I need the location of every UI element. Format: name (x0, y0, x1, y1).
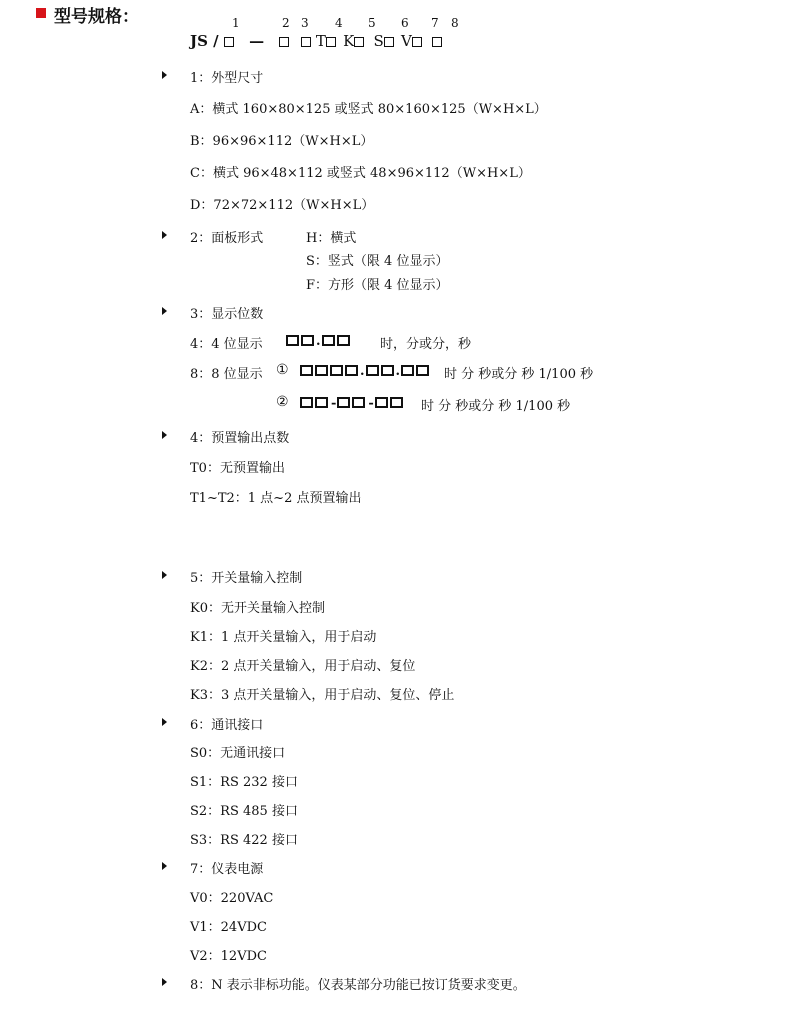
bullet-arrow-icon (162, 862, 167, 870)
model-code (190, 32, 442, 50)
separator-dot: . (360, 364, 365, 379)
bullet-arrow-icon (162, 978, 167, 986)
digit-box (337, 335, 350, 346)
placeholder-box (412, 37, 422, 47)
separator-dot: . (316, 334, 321, 349)
separator-dash: - (368, 396, 374, 411)
digit-label: 7 (431, 16, 439, 30)
power-option-v1: V1：24VDC (190, 920, 267, 935)
panel-option-h: H：横式 (306, 231, 357, 246)
power-option-v2: V2：12VDC (190, 949, 267, 964)
comm-option-s2: S2：RS 485 接口 (190, 804, 298, 819)
panel-option-s: S：竖式（限 4 位显示） (306, 254, 449, 269)
section-8-title: 8：N 表示非标功能。仪表某部分功能已按订货要求变更。 (190, 978, 526, 993)
display-pattern-4 (286, 334, 352, 349)
model-letter-s: S (373, 32, 384, 50)
digit-box (300, 397, 313, 408)
digit-box (337, 397, 350, 408)
section-6-title: 6：通讯接口 (190, 718, 264, 733)
placeholder-box (384, 37, 394, 47)
model-separator: — (249, 32, 265, 50)
digit-box (345, 365, 358, 376)
section-5-title: 5：开关量输入控制 (190, 571, 303, 586)
input-option-k1: K1：1 点开关量输入，用于启动 (190, 630, 377, 645)
digit-box (381, 365, 394, 376)
digit-label: 3 (301, 16, 309, 30)
digit-box (315, 397, 328, 408)
comm-option-s0: S0：无通讯接口 (190, 746, 286, 761)
digits-4-label: 4：4 位显示 (190, 337, 263, 352)
comm-option-s1: S1：RS 232 接口 (190, 775, 298, 790)
input-option-k0: K0：无开关量输入控制 (190, 601, 325, 616)
model-letter-v: V (401, 32, 412, 50)
placeholder-box (432, 37, 442, 47)
placeholder-box (326, 37, 336, 47)
digit-box (301, 335, 314, 346)
bullet-arrow-icon (162, 431, 167, 439)
digit-label: 2 (282, 16, 290, 30)
digit-box (352, 397, 365, 408)
preset-option-t0: T0：无预置输出 (190, 461, 285, 476)
preset-option-t12: T1~T2：1 点~2 点预置输出 (190, 491, 362, 506)
bullet-arrow-icon (162, 231, 167, 239)
circle-number-1: ① (276, 362, 289, 378)
digit-box (375, 397, 388, 408)
input-option-k2: K2：2 点开关量输入，用于启动、复位 (190, 659, 416, 674)
digits-8-desc-2: 时 分 秒或分 秒 1/100 秒 (421, 399, 571, 414)
display-pattern-8-b (300, 396, 405, 411)
digits-8-label: 8：8 位显示 (190, 367, 263, 382)
digits-4-desc: 时，分或分，秒 (380, 337, 472, 352)
size-option-c: C：横式 96×48×112 或竖式 48×96×112（W×H×L） (190, 166, 531, 181)
placeholder-box (279, 37, 289, 47)
bullet-arrow-icon (162, 571, 167, 579)
separator-dot: . (395, 364, 401, 379)
digits-8-desc-1: 时 分 秒或分 秒 1/100 秒 (444, 367, 594, 382)
digit-box (366, 365, 379, 376)
input-option-k3: K3：3 点开关量输入，用于启动、复位、停止 (190, 688, 455, 703)
power-option-v0: V0：220VAC (190, 891, 274, 906)
digit-box (401, 365, 414, 376)
digit-label: 5 (368, 16, 376, 30)
size-option-b: B：96×96×112（W×H×L） (190, 134, 374, 149)
digit-label: 4 (335, 16, 343, 30)
digit-box (390, 397, 403, 408)
page-title: 型号规格： (54, 7, 139, 27)
digit-box (330, 365, 343, 376)
display-pattern-8-a (300, 364, 431, 379)
circle-number-2: ② (276, 394, 289, 410)
size-option-a: A：横式 160×80×125 或竖式 80×160×125（W×H×L） (190, 102, 547, 117)
digit-label: 6 (401, 16, 409, 30)
digit-box (322, 335, 335, 346)
separator-dash: - (331, 396, 337, 411)
digit-box (286, 335, 299, 346)
model-prefix: JS / (190, 32, 219, 50)
comm-option-s3: S3：RS 422 接口 (190, 833, 298, 848)
model-letter-t: T (315, 32, 326, 50)
section-4-title: 4：预置输出点数 (190, 431, 290, 446)
digit-box (416, 365, 429, 376)
digit-label: 1 (232, 16, 240, 30)
size-option-d: D：72×72×112（W×H×L） (190, 198, 375, 213)
placeholder-box (224, 37, 234, 47)
bullet-arrow-icon (162, 71, 167, 79)
digit-label: 8 (451, 16, 459, 30)
section-1-title: 1：外型尺寸 (190, 71, 264, 86)
header-bullet-square (36, 8, 46, 18)
placeholder-box (354, 37, 364, 47)
section-7-title: 7：仪表电源 (190, 862, 264, 877)
section-3-title: 3：显示位数 (190, 307, 264, 322)
panel-option-f: F：方形（限 4 位显示） (306, 278, 449, 293)
bullet-arrow-icon (162, 718, 167, 726)
model-letter-k: K (343, 32, 355, 50)
section-2-title: 2：面板形式 (190, 231, 264, 246)
bullet-arrow-icon (162, 307, 167, 315)
placeholder-box (301, 37, 311, 47)
digit-box (315, 365, 328, 376)
digit-box (300, 365, 313, 376)
